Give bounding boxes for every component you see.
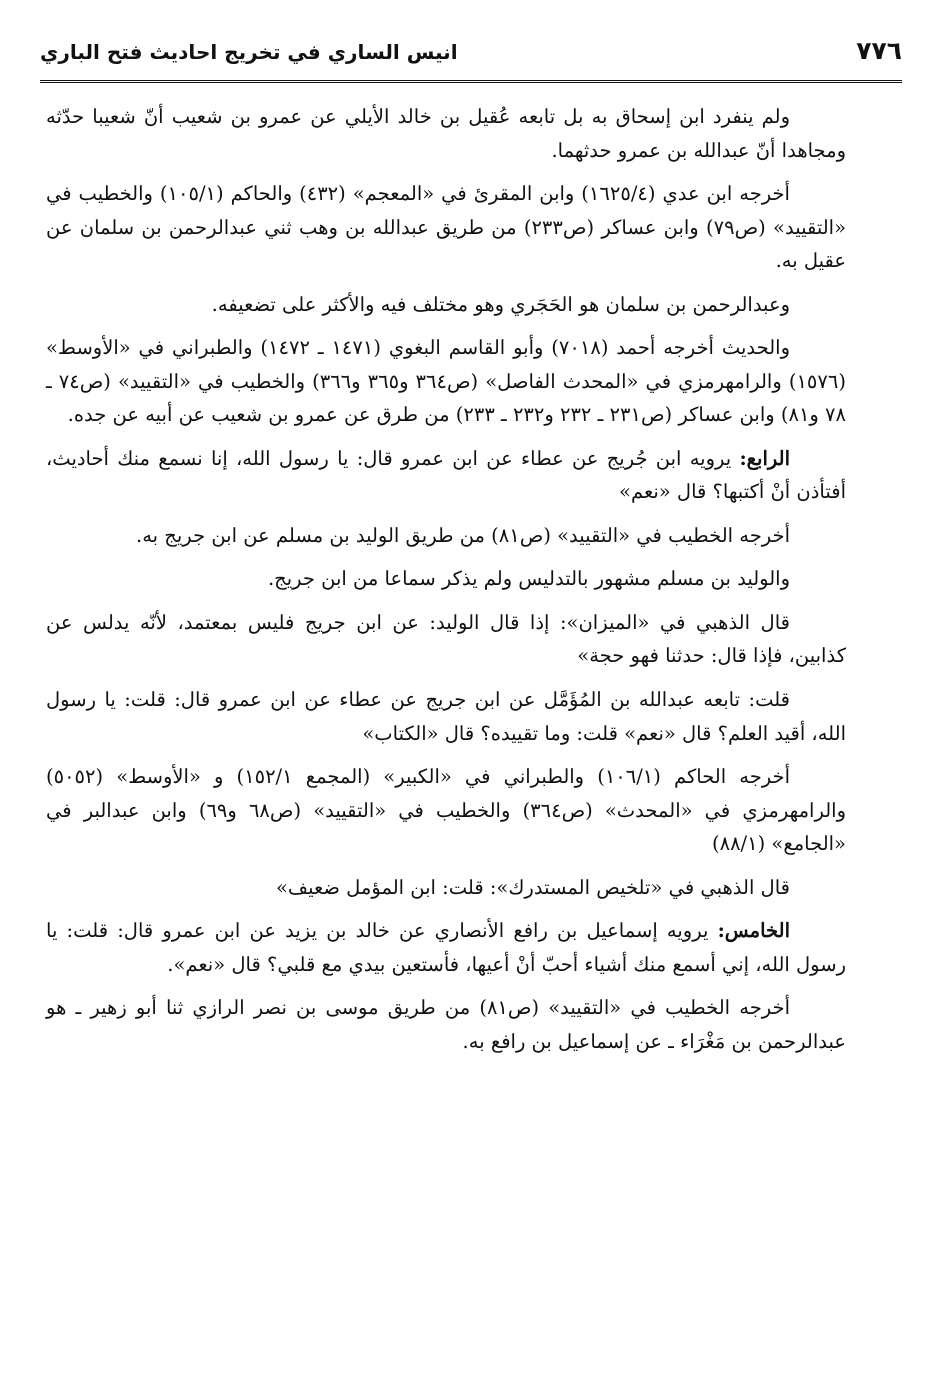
paragraph-text: قال الذهبي في «الميزان»: إذا قال الوليد: عن ابن جريج فليس بمعتمد، لأنّه يدلس عن كذابين، فإذا قال: حدثنا فهو حجة» [46, 610, 846, 668]
paragraph-text: يرويه إسماعيل بن رافع الأنصاري عن خالد بن يزيد عن ابن عمرو قال: قلت: يا رسول الله، إني أسمع منك أشياء أحبّ أنْ أعيها، فأستعين بيدي مع قلبي؟ قال «نعم». [46, 919, 846, 976]
paragraph [46, 760, 846, 861]
paragraph [46, 331, 846, 432]
paragraph-text: وعبدالرحمن بن سلمان هو الحَجَري وهو مختلف فيه والأكثر على تضعيفه. [211, 292, 790, 316]
paragraph [46, 871, 846, 905]
paragraph-text: قلت: تابعه عبدالله بن المُؤَمَّل عن ابن جريج عن عطاء عن ابن عمرو قال: قلت: يا رسول الله، أقيد العلم؟ قال «نعم» قلت: وما تقييده؟ قال «الكتاب» [46, 687, 846, 745]
paragraph [46, 442, 846, 509]
paragraph [46, 519, 846, 553]
paragraph-text: قال الذهبي في «تلخيص المستدرك»: قلت: ابن المؤمل ضعيف» [276, 875, 790, 899]
page-body [46, 100, 846, 1068]
paragraph-text: أخرجه الحاكم (١٠٦/١) والطبراني في «الكبير» (المجمع ١٥٢/١) و «الأوسط» (٥٠٥٢) والرامهرمزي في «المحدث» (ص٣٦٤) والخطيب في «التقييد» (ص٦٨ و٦٩) وابن عبدالبر في «الجامع» (٨٨/١) [46, 765, 846, 856]
header-divider [40, 80, 902, 83]
paragraph [46, 562, 846, 596]
paragraph [46, 683, 846, 750]
paragraph [46, 100, 846, 167]
book-title: انيس الساري في تخريج احاديث فتح الباري [40, 40, 458, 64]
paragraph-text: يرويه ابن جُريج عن عطاء عن ابن عمرو قال: يا رسول الله، إنا نسمع منك أحاديث، أفتأذن أنْ أكتبها؟ قال «نعم» [46, 446, 846, 504]
paragraph-text: والوليد بن مسلم مشهور بالتدليس ولم يذكر سماعا من ابن جريج. [267, 567, 790, 591]
page-header [40, 34, 902, 76]
paragraph [46, 606, 846, 673]
paragraph-text: أخرجه الخطيب في «التقييد» (ص٨١) من طريق الوليد بن مسلم عن ابن جريج به. [136, 523, 790, 547]
paragraph [46, 177, 846, 278]
paragraph [46, 914, 846, 981]
paragraph [46, 288, 846, 322]
section-label: الخامس: [717, 919, 790, 943]
section-label: الرابع: [739, 446, 790, 470]
paragraph-text: ولم ينفرد ابن إسحاق به بل تابعه عُقيل بن خالد الأيلي عن عمرو بن شعيب أنّ شعيبا حدّثه ومجاهدا أنّ عبدالله بن عمرو حدثهما. [46, 105, 846, 162]
paragraph-text: أخرجه الخطيب في «التقييد» (ص٨١) من طريق موسى بن نصر الرازي ثنا أبو زهير ـ هو عبدالرحمن بن مَغْرَاء ـ عن إسماعيل بن رافع به. [46, 996, 846, 1053]
paragraph-text: والحديث أخرجه أحمد (٧٠١٨) وأبو القاسم البغوي (١٤٧١ ـ ١٤٧٢) والطبراني في «الأوسط» (١٥٧٦) والرامهرمزي في «المحدث الفاصل» (ص٣٦٤ و٣٦٥ و٣٦٦) والخطيب في «التقييد» (ص٧٤ ـ ٧٨ و٨١) وابن عساكر (ص٢٣١ ـ ٢٣٢ و٢٣٢ ـ ٢٣٣) من طرق عن عمرو بن شعيب عن أبيه عن جده. [46, 336, 846, 427]
paragraph [46, 991, 846, 1058]
paragraph-text: أخرجه ابن عدي (١٦٢٥/٤) وابن المقرئ في «المعجم» (٤٣٢) والحاكم (١٠٥/١) والخطيب في «التقييد» (ص٧٩) وابن عساكر (ص٢٣٣) من طريق عبدالله بن وهب ثني عبدالرحمن بن سلمان عن عقيل به. [46, 182, 847, 273]
page-number: ٧٧٦ [856, 36, 902, 65]
